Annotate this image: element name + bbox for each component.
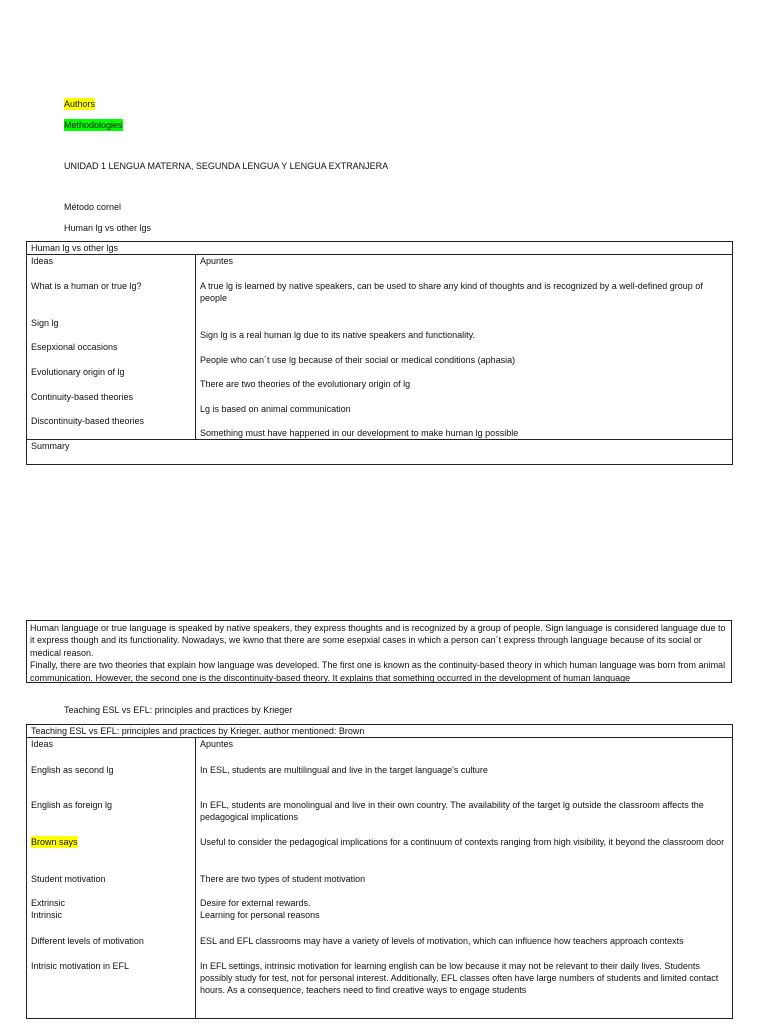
table1-note: There are two theories of the evolutionary origin of lg [200, 379, 411, 389]
table1-note: Sign lg is a real human lg due to its native speakers and functionality. [200, 330, 475, 340]
table1-idea: Discontinuity-based theories [31, 416, 145, 426]
table1-idea: Esepxional occasions [31, 342, 118, 352]
unit-title: UNIDAD 1 LENGUA MATERNA, SEGUNDA LENGUA Y LENGUA EXTRANJERA [64, 161, 389, 171]
table2-notes-cell [196, 738, 733, 1019]
method-label: Método cornel [64, 202, 122, 212]
table2-note: ESL and EFL classrooms may have a variety of levels of motivation, which can influence how teachers approach contexts [200, 936, 684, 946]
topic1-heading: Human lg vs other lgs [64, 223, 152, 233]
table2-idea: Intrisic motivation in EFL [31, 961, 130, 971]
legend-authors: Authors [64, 99, 96, 109]
table2-ideas-header: Ideas [31, 739, 54, 749]
table2-title: Teaching ESL vs EFL: principles and practices by Krieger. author mentioned: Brown [27, 725, 733, 738]
topic2-heading: Teaching ESL vs EFL: principles and practices by Krieger [64, 705, 293, 715]
summary-paragraph-2: Finally, there are two theories that explain how language was developed. The first one is known as the continuity-based theory in which human language was born from animal communication. However, the second one is the discontinuity-based theory. It explains that something occurred in the development of human language [30, 660, 726, 683]
table1-notes-cell [196, 255, 733, 440]
summary-paragraph-box [26, 620, 732, 683]
table1-title: Human lg vs other lgs [27, 242, 733, 255]
table2-note: Desire for external rewards. [200, 898, 311, 908]
table1-note: Lg is based on animal communication [200, 404, 351, 414]
table1-ideas-header: Ideas [31, 256, 54, 266]
table1-notes-header: Apuntes [200, 256, 234, 266]
table1-note: A true lg is learned by native speakers, can be used to share any kind of thoughts and is recognized by a well-defined group of people [200, 281, 703, 303]
table1-idea: Sign lg [31, 318, 59, 328]
table1-ideas-cell [27, 255, 196, 440]
table2-ideas-cell [27, 738, 196, 1019]
table2-idea: Student motivation [31, 874, 106, 884]
summary-paragraph-1: Human language or true language is speaked by native speakers, they express thoughts and is recognized by a group of people. Sign language is considered language due to it express though and its functionality. Nowadays, we kwno that there are some esepxial cases in which a person can´t express through language because of its social or medical reason. [30, 623, 726, 658]
table2-note: In EFL settings, intrinsic motivation for learning english can be low because it may not be relevant to their daily lives. Students possibly study for test, not for personal interest. Additionally, EFL classes often have large numbers of students and limited contact hours. As a consequence, teachers need to find creative ways to engage students [200, 961, 719, 995]
table2-note: There are two types of student motivation [200, 874, 366, 884]
table2-note: In ESL, students are multilingual and live in the target language's culture [200, 765, 488, 775]
table2-notes-header: Apuntes [200, 739, 234, 749]
table2-idea-brown-says: Brown says [31, 837, 78, 847]
cornell-table-2 [26, 724, 733, 1019]
table1-summary-label: Summary [27, 440, 733, 465]
table1-note: Something must have happened in our development to make human lg possible [200, 428, 519, 438]
table1-note: People who can´t use lg because of their social or medical conditions (aphasia) [200, 355, 516, 365]
table1-idea: Evolutionary origin of lg [31, 367, 125, 377]
table2-note: Learning for personal reasons [200, 910, 320, 920]
table2-idea: English as foreign lg [31, 800, 113, 810]
table2-note: In EFL, students are monolingual and live in their own country. The availability of the target lg outside the classroom affects the pedagogical implications [200, 800, 704, 822]
table2-idea: Intrinsic [31, 910, 63, 920]
table2-idea: Different levels of motivation [31, 936, 144, 946]
cornell-table-1 [26, 241, 733, 465]
table2-idea: Extrinsic [31, 898, 66, 908]
legend-methodologies: Methodologies [64, 120, 123, 130]
table1-idea: What is a human or true lg? [31, 281, 142, 291]
table2-idea: English as second lg [31, 765, 114, 775]
table1-idea: Continuity-based theories [31, 392, 134, 402]
table2-note: Useful to consider the pedagogical implications for a continuum of contexts ranging from high visibility, it beyond the classroom door [200, 837, 725, 847]
